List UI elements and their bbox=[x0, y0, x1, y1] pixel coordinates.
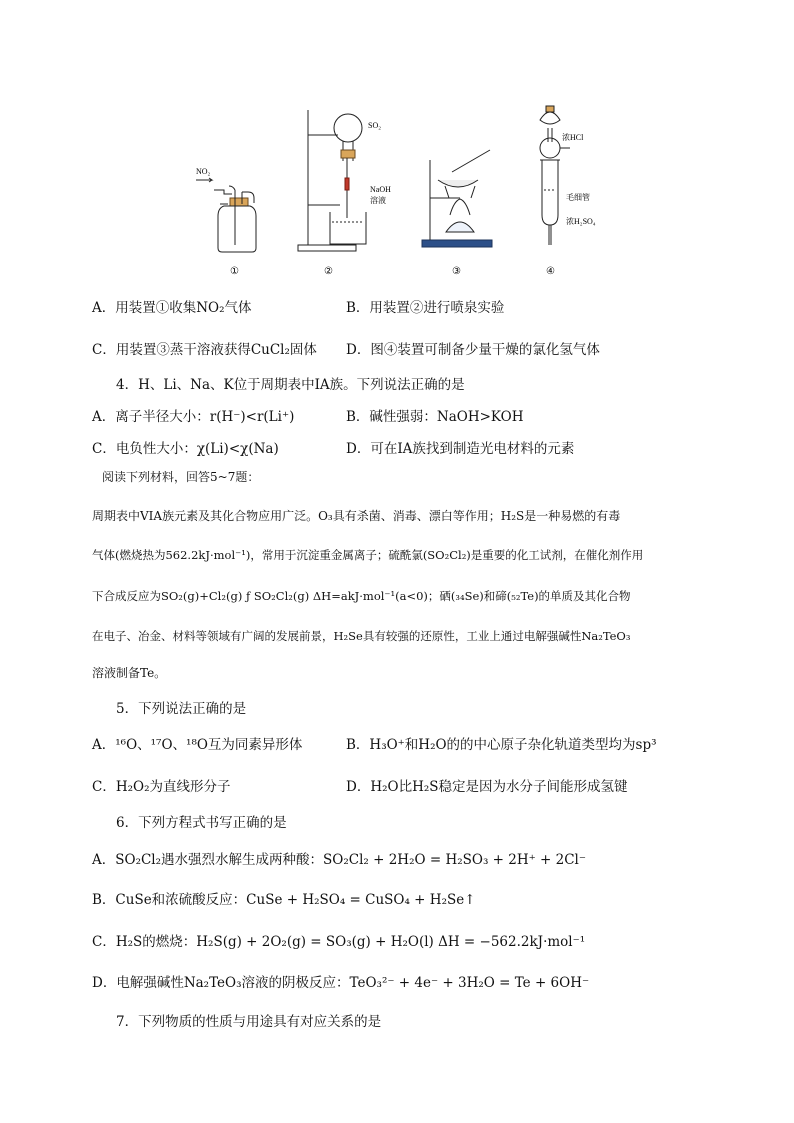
q7-stem: 7．下列物质的性质与用途具有对应关系的是 bbox=[116, 1014, 382, 1030]
reading-line-5: 溶液制备Te。 bbox=[92, 666, 167, 680]
q4-option-c: C．电负性大小：χ(Li)<χ(Na) bbox=[92, 441, 279, 457]
q5-option-c: C．H₂O₂为直线形分子 bbox=[92, 779, 231, 795]
q3-option-a: A．用装置①收集NO₂气体 bbox=[92, 300, 252, 316]
figure-label-3: ③ bbox=[452, 266, 461, 277]
reading-line-2: 气体(燃烧热为562.2kJ·mol⁻¹)，常用于沉淀重金属离子；硫酰氯(SO₂Cl₂)是重要的化工试剂，在催化剂作用 bbox=[92, 548, 644, 562]
q6-option-a: A．SO₂Cl₂遇水强烈水解生成两种酸：SO₂Cl₂ + 2H₂O = H₂SO₃ + 2H⁺ + 2Cl⁻ bbox=[92, 852, 587, 868]
reading-intro: 阅读下列材料，回答5~7题： bbox=[102, 470, 260, 484]
reading-line-1: 周期表中VIA族元素及其化合物应用广泛。O₃具有杀菌、消毒、漂白等作用；H₂S是一种易燃的有毒 bbox=[92, 509, 621, 523]
q6-option-c: C．H₂S的燃烧：H₂S(g) + 2O₂(g) = SO₃(g) + H₂O(l) ΔH = −562.2kJ·mol⁻¹ bbox=[92, 934, 586, 950]
figure-label-1: ① bbox=[230, 266, 239, 277]
q5-option-d: D．H₂O比H₂S稳定是因为水分子间能形成氢键 bbox=[346, 779, 628, 795]
naoh-label: NaOH bbox=[370, 185, 391, 194]
apparatus-3-evaporation bbox=[422, 150, 492, 247]
conc-h2so4-label: 浓H₂SO₄ bbox=[566, 217, 596, 226]
q6-stem: 6．下列方程式书写正确的是 bbox=[116, 815, 287, 831]
reading-line-4: 在电子、冶金、材料等领域有广阔的发展前景，H₂Se具有较强的还原性，工业上通过电解强碱性Na₂TeO₃ bbox=[92, 629, 631, 643]
q3-option-b: B．用装置②进行喷泉实验 bbox=[346, 300, 505, 316]
apparatus-1-gas-bottle bbox=[214, 186, 256, 252]
no2-label: NO₂ bbox=[196, 167, 211, 176]
q4-option-d: D．可在IA族找到制造光电材料的元素 bbox=[346, 441, 575, 457]
q4-option-b: B．碱性强弱：NaOH>KOH bbox=[346, 409, 524, 425]
apparatus-figure bbox=[190, 100, 596, 280]
figure-label-4: ④ bbox=[546, 266, 555, 277]
so2-label: SO₂ bbox=[368, 121, 382, 130]
capillary-label: 毛细管 bbox=[566, 193, 590, 202]
q4-option-a: A．离子半径大小：r(H⁻)<r(Li⁺) bbox=[92, 409, 295, 425]
q6-option-b: B．CuSe和浓硫酸反应：CuSe + H₂SO₄ = CuSO₄ + H₂Se↑ bbox=[92, 892, 476, 908]
q5-stem: 5．下列说法正确的是 bbox=[116, 701, 247, 717]
naoh-solution-label: 溶液 bbox=[370, 196, 386, 205]
q3-option-d: D．图④装置可制备少量干燥的氯化氢气体 bbox=[346, 342, 600, 358]
apparatus-2-fountain bbox=[298, 110, 366, 251]
q6-option-d: D．电解强碱性Na₂TeO₃溶液的阴极反应：TeO₃²⁻ + 4e⁻ + 3H₂O = Te + 6OH⁻ bbox=[92, 975, 590, 991]
conc-hcl-label: 浓HCl bbox=[562, 133, 584, 142]
q5-option-b: B．H₃O⁺和H₂O的的中心原子杂化轨道类型均为sp³ bbox=[346, 737, 657, 753]
figure-label-2: ② bbox=[324, 266, 333, 277]
reading-line-3: 下合成反应为SO₂(g)+Cl₂(g) ƒ SO₂Cl₂(g) ΔH=akJ·mol⁻¹(a<0)；硒(₃₄Se)和碲(₅₂Te)的单质及其化合物 bbox=[92, 589, 631, 603]
q4-stem: 4．H、Li、Na、K位于周期表中IA族。下列说法正确的是 bbox=[116, 377, 465, 393]
q5-option-a: A．¹⁶O、¹⁷O、¹⁸O互为同素异形体 bbox=[92, 737, 303, 753]
q3-option-c: C．用装置③蒸干溶液获得CuCl₂固体 bbox=[92, 342, 317, 358]
